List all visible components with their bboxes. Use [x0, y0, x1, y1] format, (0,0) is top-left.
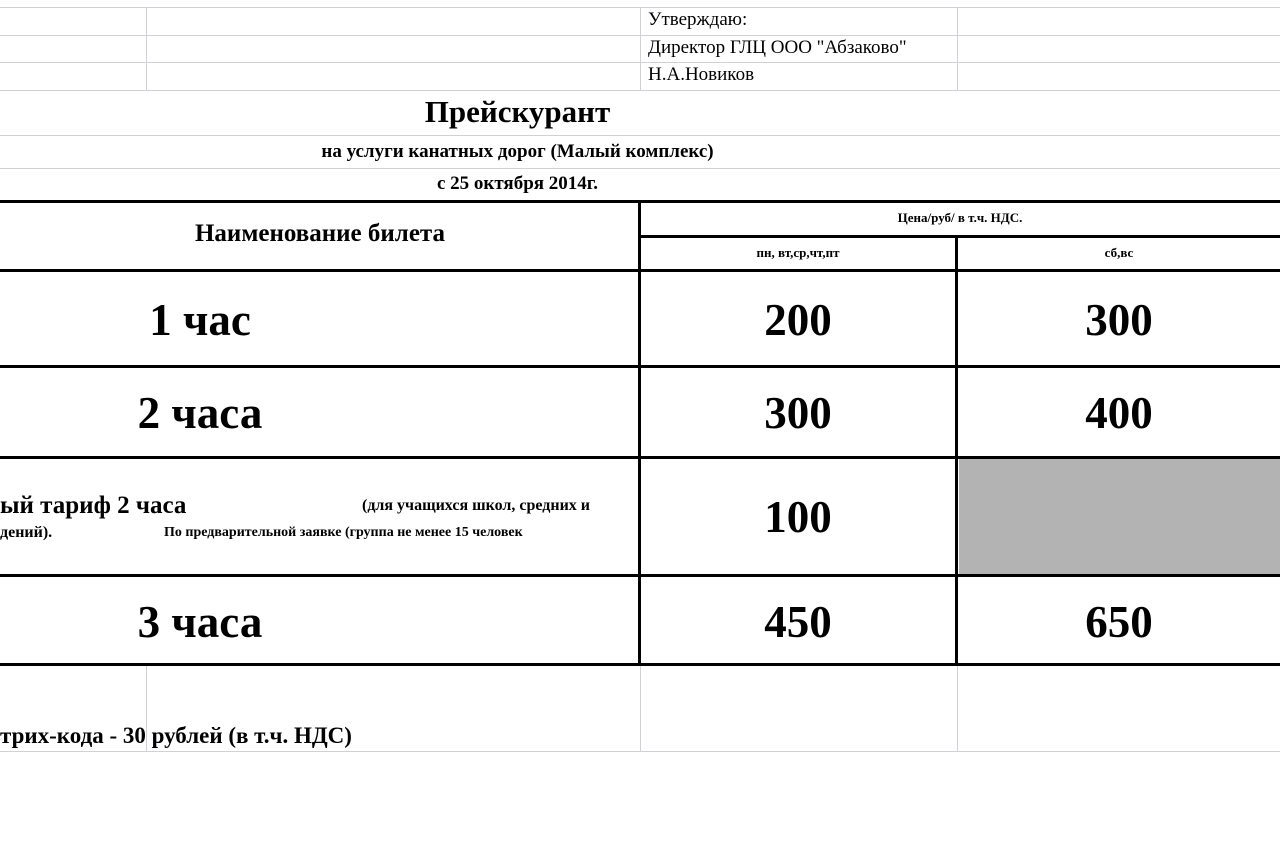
approval-line-1: Утверждаю: — [648, 9, 748, 30]
grid-line — [0, 135, 1280, 136]
ticket-note: (для учащихся школ, средних и — [362, 497, 591, 514]
approval-line-3: Н.А.Новиков — [648, 64, 755, 85]
price-weekend: 650 — [1085, 597, 1153, 647]
grid-line — [0, 90, 1280, 91]
price-weekday: 450 — [764, 597, 832, 647]
column-header-weekday: пн, вт,ср,чт,пт — [756, 245, 840, 260]
price-weekday: 300 — [764, 388, 832, 438]
page-title: Прейскурант — [424, 94, 611, 129]
column-header-price: Цена/руб/ в т.ч. НДС. — [897, 210, 1023, 225]
page-subtitle: на услуги канатных дорог (Малый комплекс) — [321, 141, 714, 162]
table-border — [640, 235, 1280, 238]
grid-line — [640, 666, 641, 751]
grid-line — [957, 666, 958, 751]
price-weekend: 400 — [1085, 388, 1153, 438]
grid-line — [146, 7, 147, 90]
ticket-name: ый тариф 2 часа — [0, 492, 187, 519]
empty-cell-weekend — [959, 459, 1280, 575]
approval-line-2: Директор ГЛЦ ООО "Абзаково" — [648, 37, 907, 58]
ticket-name: 1 час — [149, 295, 251, 345]
column-header-weekend: сб,вс — [1104, 245, 1134, 260]
grid-line — [640, 7, 641, 90]
column-header-name: Наименование билета — [194, 220, 446, 247]
footnote-barcode: трих-кода - 30 рублей (в т.ч. НДС) — [0, 723, 352, 748]
grid-line — [0, 751, 1280, 752]
price-weekday: 100 — [764, 492, 832, 542]
ticket-note-condition: По предварительной заявке (группа не менее 15 человек — [164, 525, 523, 540]
grid-line — [957, 7, 958, 90]
page-date: с 25 октября 2014г. — [436, 173, 599, 194]
ticket-note-line2: дений). — [0, 524, 53, 541]
ticket-name: 2 часа — [137, 388, 263, 438]
price-weekday: 200 — [764, 295, 832, 345]
price-weekend: 300 — [1085, 295, 1153, 345]
grid-line — [0, 168, 1280, 169]
ticket-name: 3 часа — [137, 597, 263, 647]
